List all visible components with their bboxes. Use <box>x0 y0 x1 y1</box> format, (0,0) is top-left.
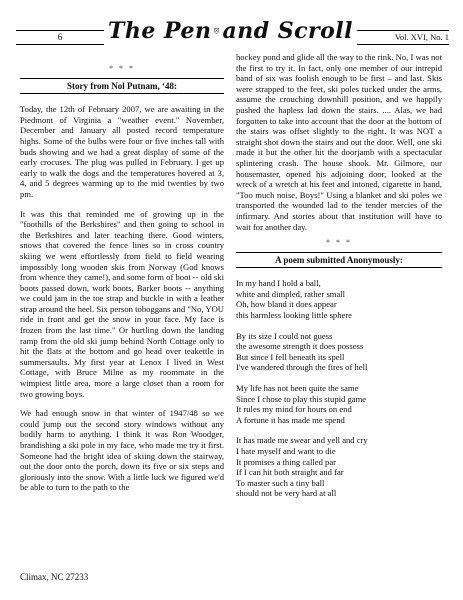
right-column <box>236 52 442 509</box>
poem-stanza-2 <box>236 331 442 373</box>
poem-heading: A poem submitted Anonymously: <box>236 252 442 269</box>
newsletter-title <box>108 14 353 48</box>
poem-line: But since I fell beneath its spell <box>236 351 345 362</box>
poem-line: this harmless looking little sphere <box>236 310 352 321</box>
crest-icon <box>214 20 219 42</box>
poem-line: If I can hit both straight and far <box>236 467 344 478</box>
poem-line: should not be very hard at all <box>236 488 337 499</box>
story-paragraph-2: It was this that reminded me of growing up in the "foothills of the Berkshires" and then going to school in the Berkshires and later teaching there. Good winters, snows that covered the fence lines so in cross country skiing we went effortlessly from field to field wearing impossibly long wooden skis from Norway (God knows from whence they came!), and some form of boot -- old ski boots passed down, work boots, Barker boots -- anything we could jam in the toe strap and buckle in with a leather strap around the heel. Six person toboggans and "No, YOU ride in front and get the snow in your face. My face is frozen from the last time." Or hurtling down the landing ramp from the old ski jump behind North Cottage only to hit the flats at the bottom and go head over teakettle in summersaults. My first year at Lenox I lived in West Cottage, with Bruce Milne as my roommate in the wimpiest little area, more a large closet than a room for two growing boys. <box>20 208 224 399</box>
poem-line: A fortune it has made me spend <box>236 414 345 425</box>
poem-line: white and dimpled, rather small <box>236 288 346 299</box>
poem-stanza-3 <box>236 383 442 425</box>
title-right: and Scroll <box>222 18 353 44</box>
footer-location: Climax, NC 27233 <box>20 572 89 582</box>
poem-stanza-1 <box>236 278 442 320</box>
page-number: 6 <box>16 30 104 45</box>
poem-line: By its size I could not guess <box>236 330 333 341</box>
poem-stanza-4 <box>236 435 442 499</box>
story-heading: Story from Nol Putnam, ‘48: <box>20 78 224 95</box>
poem-line: Oh, how bland it does appear <box>236 299 337 310</box>
masthead <box>16 14 449 48</box>
title-left: The Pen <box>108 18 212 44</box>
poem-line: Since I chose to play this stupid game <box>236 393 367 404</box>
poem-line: In my hand I hold a ball, <box>236 278 321 289</box>
poem-line: It promises a thing called par <box>236 456 336 467</box>
section-separator: * * * <box>326 238 352 248</box>
poem-line: To master such a tiny ball <box>236 477 325 488</box>
poem-line: It rules my mind for hours on end <box>236 404 352 415</box>
poem-line: It has made me swear and yell and cry <box>236 435 368 446</box>
section-separator: * * * <box>109 64 135 73</box>
story-paragraph-1: Today, the 12th of February 2007, we are awaiting in the Piedmont of Virginia a "weather event." November, December and January all posted record temperature highs. Some of the bulbs were four or five inches tall with buds showing and we had a great display of some of the early crocuses. The plug was pulled in February. I get up early to walk the dogs and the temperatures hovered at 3, 4, and 5 degrees warming up to the mid twenties by two pm. <box>20 104 224 199</box>
left-column <box>20 58 224 502</box>
poem-line: the awesome strength it does possess <box>236 341 364 352</box>
story-paragraph-3: We had enough snow in that winter of 1947/48 so we could jump out the second story windows without any bodily harm to anything. I think it was Ron Woodger, brandishing a ski pole in my face, who made me try it first. Someone had the bright idea of skiing down the stairway, out the door onto the porch, down its five or six steps and gloriously into the snow. With a little luck we figured we'd be able to turn to the path to the <box>20 408 224 493</box>
poem-line: I've wandered through the fires of hell <box>236 362 368 373</box>
poem <box>236 278 442 499</box>
story-paragraph-4: hockey pond and glide all the way to the rink. No, I was not the first to try it. In fact, only one member of our intrepid band of six was foolish enough to be first – and last. Skis were strapped to the feet, ski poles tucked under the arms, assume the crouching downhill position, and we happily pushed the hapless lad down the stairs. .... Alas, we had forgotten to take into account that the door at the bottom of the stairs was offset slightly to the right. It was NOT a straight shot down the stairs and out the door. Well, one ski made it but the other hit the doorjamb with a spectacular splintering crash. The house shook. Mr. Gilmore, our housemaster, opened his adjoining door, looked at the wreck of a wretch at his feet and intoned, cigarette in hand, "Too much noise, Boys!" Using a blanket and ski poles we transported the wounded lad to the tender mercies of the infirmary. And stories about that institution will have to wait for another day. <box>236 52 442 232</box>
volume-issue: Vol. XVI, No. 1 <box>357 30 449 45</box>
poem-line: I hate myself and want to die <box>236 446 336 456</box>
poem-line: My life has not been quite the same <box>236 383 359 394</box>
